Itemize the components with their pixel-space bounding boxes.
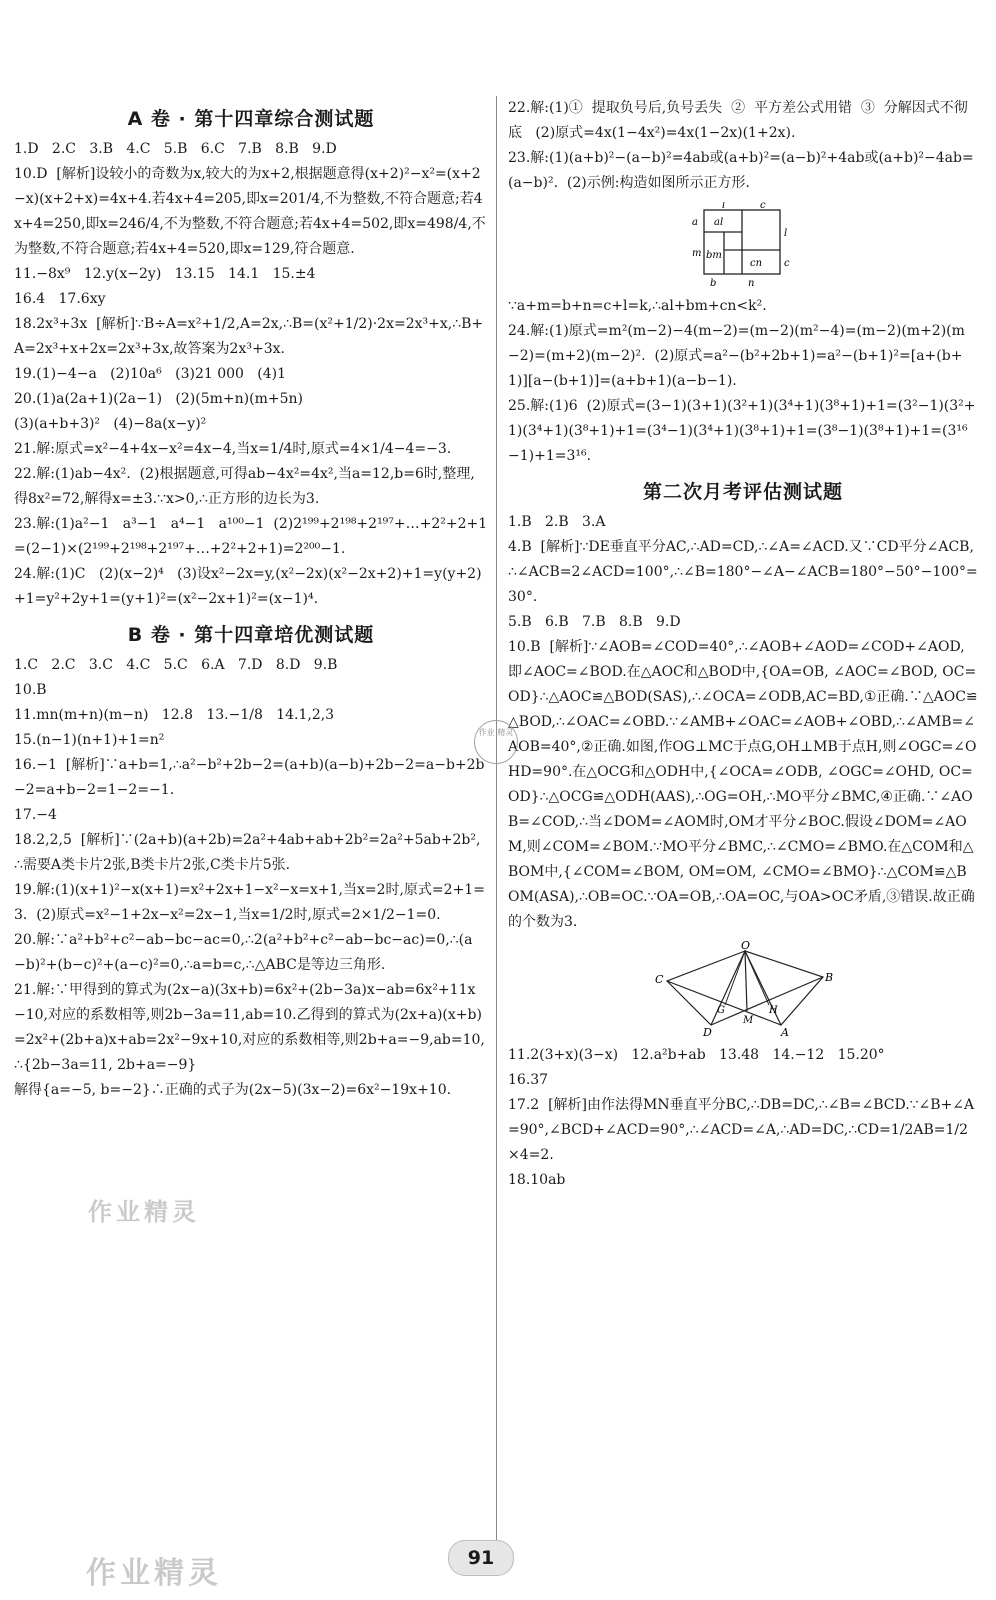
watermark: 作业精灵 [88, 1198, 200, 1226]
fig-label: B [825, 971, 833, 984]
fig-label: l [784, 228, 788, 239]
answer-line: 16.−1 [解析]∵a+b=1,∴a²−b²+2b−2=(a+b)(a−b)+2b−2=a−b+2b−2=a+b−2=1−2=−1. [14, 757, 485, 798]
fig-label: G [717, 1005, 725, 1016]
answer-line: 24.解:(1)C (2)(x−2)⁴ (3)设x²−2x=y,(x²−2x)(x²−2x+2)+1=y(y+2)+1=y²+2y+1=(y+1)²=(x²−2x+1)²=(x−1)⁴. [14, 566, 482, 607]
answer-line: 20.(1)a(2a+1)(2a−1) (2)(5m+n)(m+5n) [14, 391, 303, 407]
fig-label: cn [750, 258, 763, 269]
answer-line: 21.解:∵甲得到的算式为(2x−a)(3x+b)=6x²+(2b−3a)x−ab=6x²+11x−10,对应的系数相等,则2b−3a=11,ab=10.乙得到的算式为(2x+a)(x+b)=2x²+(2b+a)x+ab=2x²−9x+10,对应的系数相等,则2b+a=−9,ab=10,∴{2b−3a=11, 2b+a=−9} [14, 982, 485, 1073]
square-figure [688, 202, 798, 288]
answer-line: 10.D [解析]设较小的奇数为x,较大的为x+2,根据题意得(x+2)²−x²=(x+2−x)(x+2+x)=4x+4.若4x+4=205,即x=201/4,不为整数,不符合题意;若4x+4=250,即x=246/4,不为整数,不符合题意;若4x+4=502,即x=498/4,不为整数,不符合题意;若4x+4=520,即x=129,符合题意. [14, 166, 486, 257]
fig-label: a [692, 217, 698, 228]
answer-line: 24.解:(1)原式=m²(m−2)−4(m−2)=(m−2)(m²−4)=(m−2)(m+2)(m−2)=(m+2)(m−2)². (2)原式=a²−(b²+2b+1)=a²−(b+1)²=[a+(b+1)][a−(b+1)]=(a+b+1)(a−b−1). [508, 323, 965, 389]
answer-line: 25.解:(1)6 (2)原式=(3−1)(3+1)(3²+1)(3⁴+1)(3⁸+1)+1=(3²−1)(3²+1)(3⁴+1)(3⁸+1)+1=(3⁴−1)(3⁴+1)(3⁸+1)+1=(3⁸−1)(3⁸+1)+1=(3¹⁶−1)+1=3¹⁶. [508, 398, 976, 464]
answer-line: 22.解:(1)ab−4x². (2)根据题意,可得ab−4x²=4x²,当a=12,b=6时,整理,得8x²=72,解得x=±3.∵x>0,∴正方形的边长为3. [14, 466, 475, 507]
right-column [508, 96, 978, 1193]
answer-line: 11.−8x⁹ 12.y(x−2y) 13.15 14.1 15.±4 [14, 266, 316, 282]
answer-line: 1.C 2.C 3.C 4.C 5.C 6.A 7.D 8.D 9.B [14, 657, 338, 673]
answer-line: 10.B [14, 682, 47, 698]
answer-line: 11.2(3+x)(3−x) 12.a²b+ab 13.48 14.−12 15.20° [508, 1047, 885, 1063]
answer-line: ∵a+m=b+n=c+l=k,∴al+bm+cn<k². [508, 298, 767, 314]
answer-line: 5.B 6.B 7.B 8.B 9.D [508, 614, 681, 630]
fig-label: C [655, 973, 664, 986]
fig-label: O [741, 941, 751, 952]
fig-label: m [692, 248, 702, 259]
triangle-figure [653, 941, 833, 1037]
answer-line: 4.B [解析]∵DE垂直平分AC,∴AD=CD,∴∠A=∠ACD.又∵CD平分∠ACB,∴∠ACB=2∠ACD=100°,∴∠B=180°−∠A−∠ACB=180°−50°−100°=30°. [508, 539, 978, 605]
answer-line: 23.解:(1)a²−1 a³−1 a⁴−1 a¹⁰⁰−1 (2)2¹⁹⁹+2¹⁹⁸+2¹⁹⁷+…+2²+2+1=(2−1)×(2¹⁹⁹+2¹⁹⁸+2¹⁹⁷+…+2²+2+1)=2²⁰⁰−1. [14, 516, 488, 557]
section-title-c: 第二次月考评估测试题 [642, 481, 843, 503]
answer-line: 1.B 2.B 3.A [508, 514, 606, 530]
answer-line: 18.2x³+3x [解析]∵B÷A=x²+1/2,A=2x,∴B=(x²+1/2)·2x=2x³+x,∴B+A=2x³+x+2x=2x³+3x,故答案为2x³+3x. [14, 316, 484, 357]
fig-label: H [769, 1005, 778, 1016]
answer-line: 19.(1)−4−a (2)10a⁶ (3)21 000 (4)1 [14, 366, 287, 382]
answer-line: 16.4 17.6xy [14, 291, 106, 307]
answer-line: 16.37 [508, 1072, 549, 1088]
fig-label: c [760, 202, 766, 211]
watermark: 作业精灵 [86, 1556, 222, 1591]
answer-line: 10.B [解析]∵∠AOB=∠COD=40°,∴∠AOB+∠AOD=∠COD+∠AOD,即∠AOC=∠BOD.在△AOC和△BOD中,{OA=OB, ∠AOC=∠BOD, OC=OD}∴△AOC≌△BOD(SAS),∴∠OCA=∠ODB,AC=BD,①正确.∵△AOC≌△BOD,∴∠OAC=∠OBD.∵∠AMB+∠OAC=∠AOB+∠OBD,∴∠AMB=∠AOB=40°,②正确.如图,作OG⊥MC于点G,OH⊥MB于点H,则∠OGC=∠OHD=90°.在△OCG和△ODH中,{∠OCA=∠ODB, ∠OGC=∠OHD, OC=OD}∴△OCG≌△ODH(AAS),∴OG=OH,∴MO平分∠BMC,④正确.∵∠AOB=∠COD,∴当∠DOM=∠AOM时,OM才平分∠BOC.假设∠DOM=∠AOM,则∠COM=∠BOM.∵MO平分∠BMC,∴∠CMO=∠BMO.在△COM和△BOM中,{∠COM=∠BOM, OM=OM, ∠CMO=∠BMO}∴△COM≌△BOM(ASA),∴OB=OC.∵OA=OB,∴OA=OC,与OA>OC矛盾,③错误.故正确的个数为3. [508, 639, 978, 930]
column-divider [496, 96, 497, 1546]
fig-label: A [781, 1026, 789, 1037]
fig-label: n [748, 278, 755, 288]
fig-label: bm [706, 250, 722, 261]
page-number: 91 [448, 1540, 514, 1576]
fig-label: M [743, 1015, 754, 1026]
answer-line: 18.10ab [508, 1172, 566, 1188]
section-title-b: B 卷 · 第十四章培优测试题 [127, 624, 375, 646]
fig-label: al [714, 217, 724, 228]
stamp-logo: 作业 精灵 [474, 720, 518, 764]
answer-line: 22.解:(1)① 提取负号后,负号丢失 ② 平方差公式用错 ③ 分解因式不彻底 (2)原式=4x(1−4x²)=4x(1−2x)(1+2x). [508, 100, 968, 141]
fig-label: l [722, 202, 726, 211]
answer-line: 19.解:(1)(x+1)²−x(x+1)=x²+2x+1−x²−x=x+1,当x=2时,原式=2+1=3. (2)原式=x²−1+2x−x²=2x−1,当x=1/2时,原式=2×1/2−1=0. [14, 882, 485, 923]
fig-label: D [703, 1026, 712, 1037]
fig-label: c [784, 258, 790, 269]
answer-line: 23.解:(1)(a+b)²−(a−b)²=4ab或(a+b)²=(a−b)²+4ab或(a+b)²−4ab=(a−b)². (2)示例:构造如图所示正方形. [508, 150, 974, 191]
answer-line: (3)(a+b+3)² (4)−8a(x−y)² [14, 416, 207, 432]
answer-line: 20.解:∵a²+b²+c²−ab−bc−ac=0,∴2(a²+b²+c²−ab−bc−ac)=0,∴(a−b)²+(b−c)²+(a−c)²=0,∴a=b=c,∴△ABC是等边三角形. [14, 932, 473, 973]
fig-label: b [710, 278, 717, 288]
answer-line: 11.mn(m+n)(m−n) 12.8 13.−1/8 14.1,2,3 [14, 707, 335, 723]
answer-line: 17.−4 [14, 807, 57, 823]
answer-line: 17.2 [解析]由作法得MN垂直平分BC,∴DB=DC,∴∠B=∠BCD.∵∠B+∠A=90°,∠BCD+∠ACD=90°,∴∠ACD=∠A,∴AD=DC,∴CD=1/2AB=1/2×4=2. [508, 1097, 975, 1163]
answer-line: 18.2,2,5 [解析]∵(2a+b)(a+2b)=2a²+4ab+ab+2b²=2a²+5ab+2b²,∴需要A类卡片2张,B类卡片2张,C类卡片5张. [14, 832, 481, 873]
section-title-a: A 卷 · 第十四章综合测试题 [127, 108, 375, 130]
left-column [14, 96, 488, 1103]
answer-line: 21.解:原式=x²−4+4x−x²=4x−4,当x=1/4时,原式=4×1/4−4=−3. [14, 441, 452, 457]
answer-line: 15.(n−1)(n+1)+1=n² [14, 732, 165, 748]
answer-line: 1.D 2.C 3.B 4.C 5.B 6.C 7.B 8.B 9.D [14, 141, 337, 157]
answer-line: 解得{a=−5, b=−2}∴正确的式子为(2x−5)(3x−2)=6x²−19x+10. [14, 1082, 452, 1098]
